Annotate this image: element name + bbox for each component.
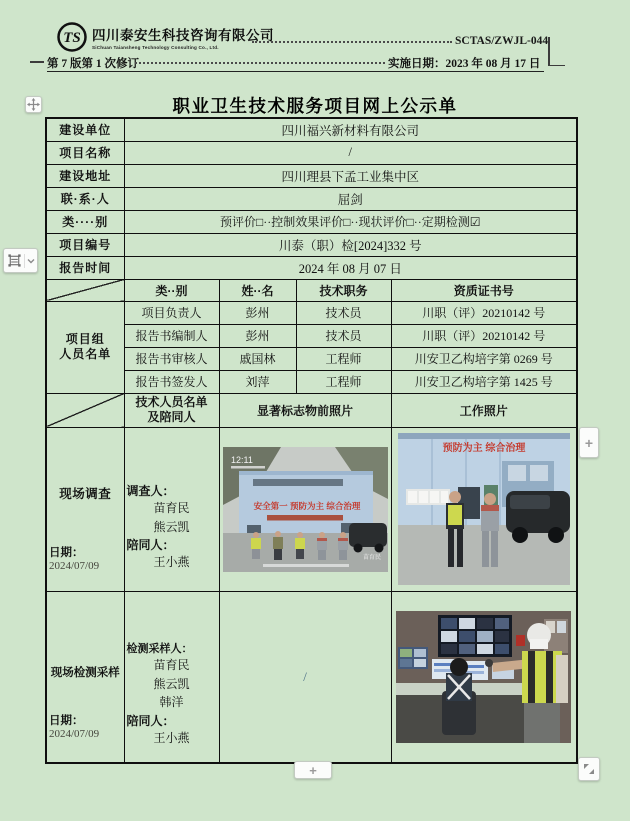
table-select-button[interactable] bbox=[3, 248, 38, 273]
survey-marker-photo[interactable] bbox=[219, 427, 391, 591]
table-row bbox=[46, 370, 577, 393]
survey-row bbox=[46, 427, 577, 591]
row-label: 类····别 bbox=[46, 210, 124, 233]
header-corner-mark bbox=[549, 65, 565, 67]
role-cell: 项目负责人 bbox=[124, 301, 219, 324]
publicity-form-table bbox=[45, 117, 578, 764]
table-row bbox=[46, 164, 577, 187]
title-cell: 技术员 bbox=[296, 324, 391, 347]
name-cell: 戚国林 bbox=[219, 347, 296, 370]
table-row bbox=[46, 210, 577, 233]
table-row bbox=[46, 118, 577, 141]
add-row-button[interactable] bbox=[294, 761, 332, 779]
title-cell: 工程师 bbox=[296, 370, 391, 393]
header-rule bbox=[47, 71, 544, 72]
cert-cell: 川职（评）20210142 号 bbox=[391, 301, 577, 324]
row-label: 联·系·人 bbox=[46, 187, 124, 210]
company-name: 四川泰安生科技咨询有限公司 bbox=[92, 28, 274, 43]
svg-text:预防为主 综合治理: 预防为主 综合治理 bbox=[442, 443, 526, 454]
move-cross-icon bbox=[27, 98, 40, 111]
col-header: 资质证书号 bbox=[391, 279, 577, 301]
project-number-value: 川泰（职）检[2024]332 号 bbox=[124, 233, 577, 256]
role-cell: 报告书编制人 bbox=[124, 324, 219, 347]
resize-diagonal-icon bbox=[582, 762, 596, 776]
table-resize-handle[interactable] bbox=[578, 757, 600, 781]
survey-people-cell: 调查人： 苗育民 熊云凯 陪同人： 王小燕 bbox=[124, 427, 219, 591]
row-label: 项目名称 bbox=[46, 141, 124, 164]
row-label: 报告时间 bbox=[46, 256, 124, 279]
sampling-people-cell: 检测采样人： 苗育民 熊云凯 韩洋 陪同人： 王小燕 bbox=[124, 591, 219, 763]
control-room-photo[interactable] bbox=[396, 611, 571, 743]
table-row bbox=[46, 347, 577, 370]
address-value: 四川理县下孟工业集中区 bbox=[124, 164, 577, 187]
name-cell: 彭州 bbox=[219, 301, 296, 324]
name-cell: 刘萍 bbox=[219, 370, 296, 393]
col-header: 类··别 bbox=[124, 279, 219, 301]
title-cell: 技术员 bbox=[296, 301, 391, 324]
select-table-icon bbox=[7, 253, 22, 268]
plus-icon: + bbox=[309, 762, 317, 778]
implementation-date: 实施日期：2023 年 08 月 17 日 bbox=[388, 58, 541, 70]
row-label: 建设单位 bbox=[46, 118, 124, 141]
cert-cell: 川职（评）20210142 号 bbox=[391, 324, 577, 347]
svg-text:TS: TS bbox=[63, 30, 81, 46]
two-people-factory-photo[interactable] bbox=[398, 433, 570, 585]
chevron-down-icon bbox=[27, 257, 35, 265]
report-date-value: 2024 年 08 月 07 日 bbox=[124, 256, 577, 279]
sampling-marker-placeholder: / bbox=[219, 591, 391, 763]
sampling-row bbox=[46, 591, 577, 763]
survey-work-photo[interactable] bbox=[391, 427, 577, 591]
plus-icon: + bbox=[584, 434, 594, 451]
dotted-leader bbox=[252, 41, 452, 43]
group-photo-factory[interactable] bbox=[223, 447, 388, 572]
svg-text:苗育民: 苗育民 bbox=[362, 554, 381, 561]
add-column-button[interactable] bbox=[579, 427, 599, 458]
cctv-wall bbox=[441, 618, 509, 654]
diagonal-cell bbox=[46, 393, 124, 427]
divider bbox=[24, 254, 25, 268]
role-cell: 报告书签发人 bbox=[124, 370, 219, 393]
survey-label-cell: 现场调查 日期： 2024/07/09 bbox=[46, 427, 124, 591]
cert-cell: 川安卫乙构培字第 0269 号 bbox=[391, 347, 577, 370]
page-title: 职业卫生技术服务项目网上公示单 bbox=[172, 96, 458, 116]
category-checkboxes: 预评价□··控制效果评价□··现状评价□··定期检测☑ bbox=[124, 210, 577, 233]
company-name-en: SiChuan Taiansheng Technology Consulting Co., Ltd. bbox=[92, 45, 219, 50]
role-cell: 报告书审核人 bbox=[124, 347, 219, 370]
table-row bbox=[46, 187, 577, 210]
personnel-header-row bbox=[46, 279, 577, 301]
table-row bbox=[46, 301, 577, 324]
col-header-marker-photo: 显著标志物前照片 bbox=[219, 393, 391, 427]
doc-revision: 第 7 版第 1 次修订 bbox=[47, 58, 139, 70]
cert-cell: 川安卫乙构培字第 1425 号 bbox=[391, 370, 577, 393]
col-header-work-photo: 工作照片 bbox=[391, 393, 577, 427]
sampling-label-cell: 现场检测采样 日期： 2024/07/09 bbox=[46, 591, 124, 763]
svg-text:12:11: 12:11 bbox=[230, 454, 253, 465]
contact-value: 屈剑 bbox=[124, 187, 577, 210]
name-cell: 彭州 bbox=[219, 324, 296, 347]
svg-text:安全第一 预防为主 综合治理: 安全第一 预防为主 综合治理 bbox=[253, 500, 360, 511]
diagonal-cell bbox=[46, 279, 124, 301]
row-label: 项目编号 bbox=[46, 233, 124, 256]
project-name-value: / bbox=[124, 141, 577, 164]
table-row bbox=[46, 256, 577, 279]
sampling-work-photo[interactable] bbox=[391, 591, 577, 763]
table-row bbox=[46, 324, 577, 347]
header-corner-mark bbox=[30, 61, 44, 63]
table-row bbox=[46, 233, 577, 256]
table-row bbox=[46, 141, 577, 164]
col-header: 姓··名 bbox=[219, 279, 296, 301]
doc-header bbox=[56, 21, 274, 53]
title-cell: 工程师 bbox=[296, 347, 391, 370]
construction-unit-value: 四川福兴新材料有限公司 bbox=[124, 118, 577, 141]
table-move-handle[interactable] bbox=[25, 96, 42, 113]
company-logo-icon bbox=[56, 21, 88, 53]
dotted-leader bbox=[135, 62, 385, 64]
col-header-tech-list: 技术人员名单 及陪同人 bbox=[124, 393, 219, 427]
photo-header-row bbox=[46, 393, 577, 427]
doc-code: SCTAS/ZWJL-044 bbox=[455, 35, 549, 47]
col-header: 技术职务 bbox=[296, 279, 391, 301]
personnel-group-label: 项目组 人员名单 bbox=[46, 301, 124, 393]
header-corner-mark bbox=[548, 37, 550, 66]
row-label: 建设地址 bbox=[46, 164, 124, 187]
